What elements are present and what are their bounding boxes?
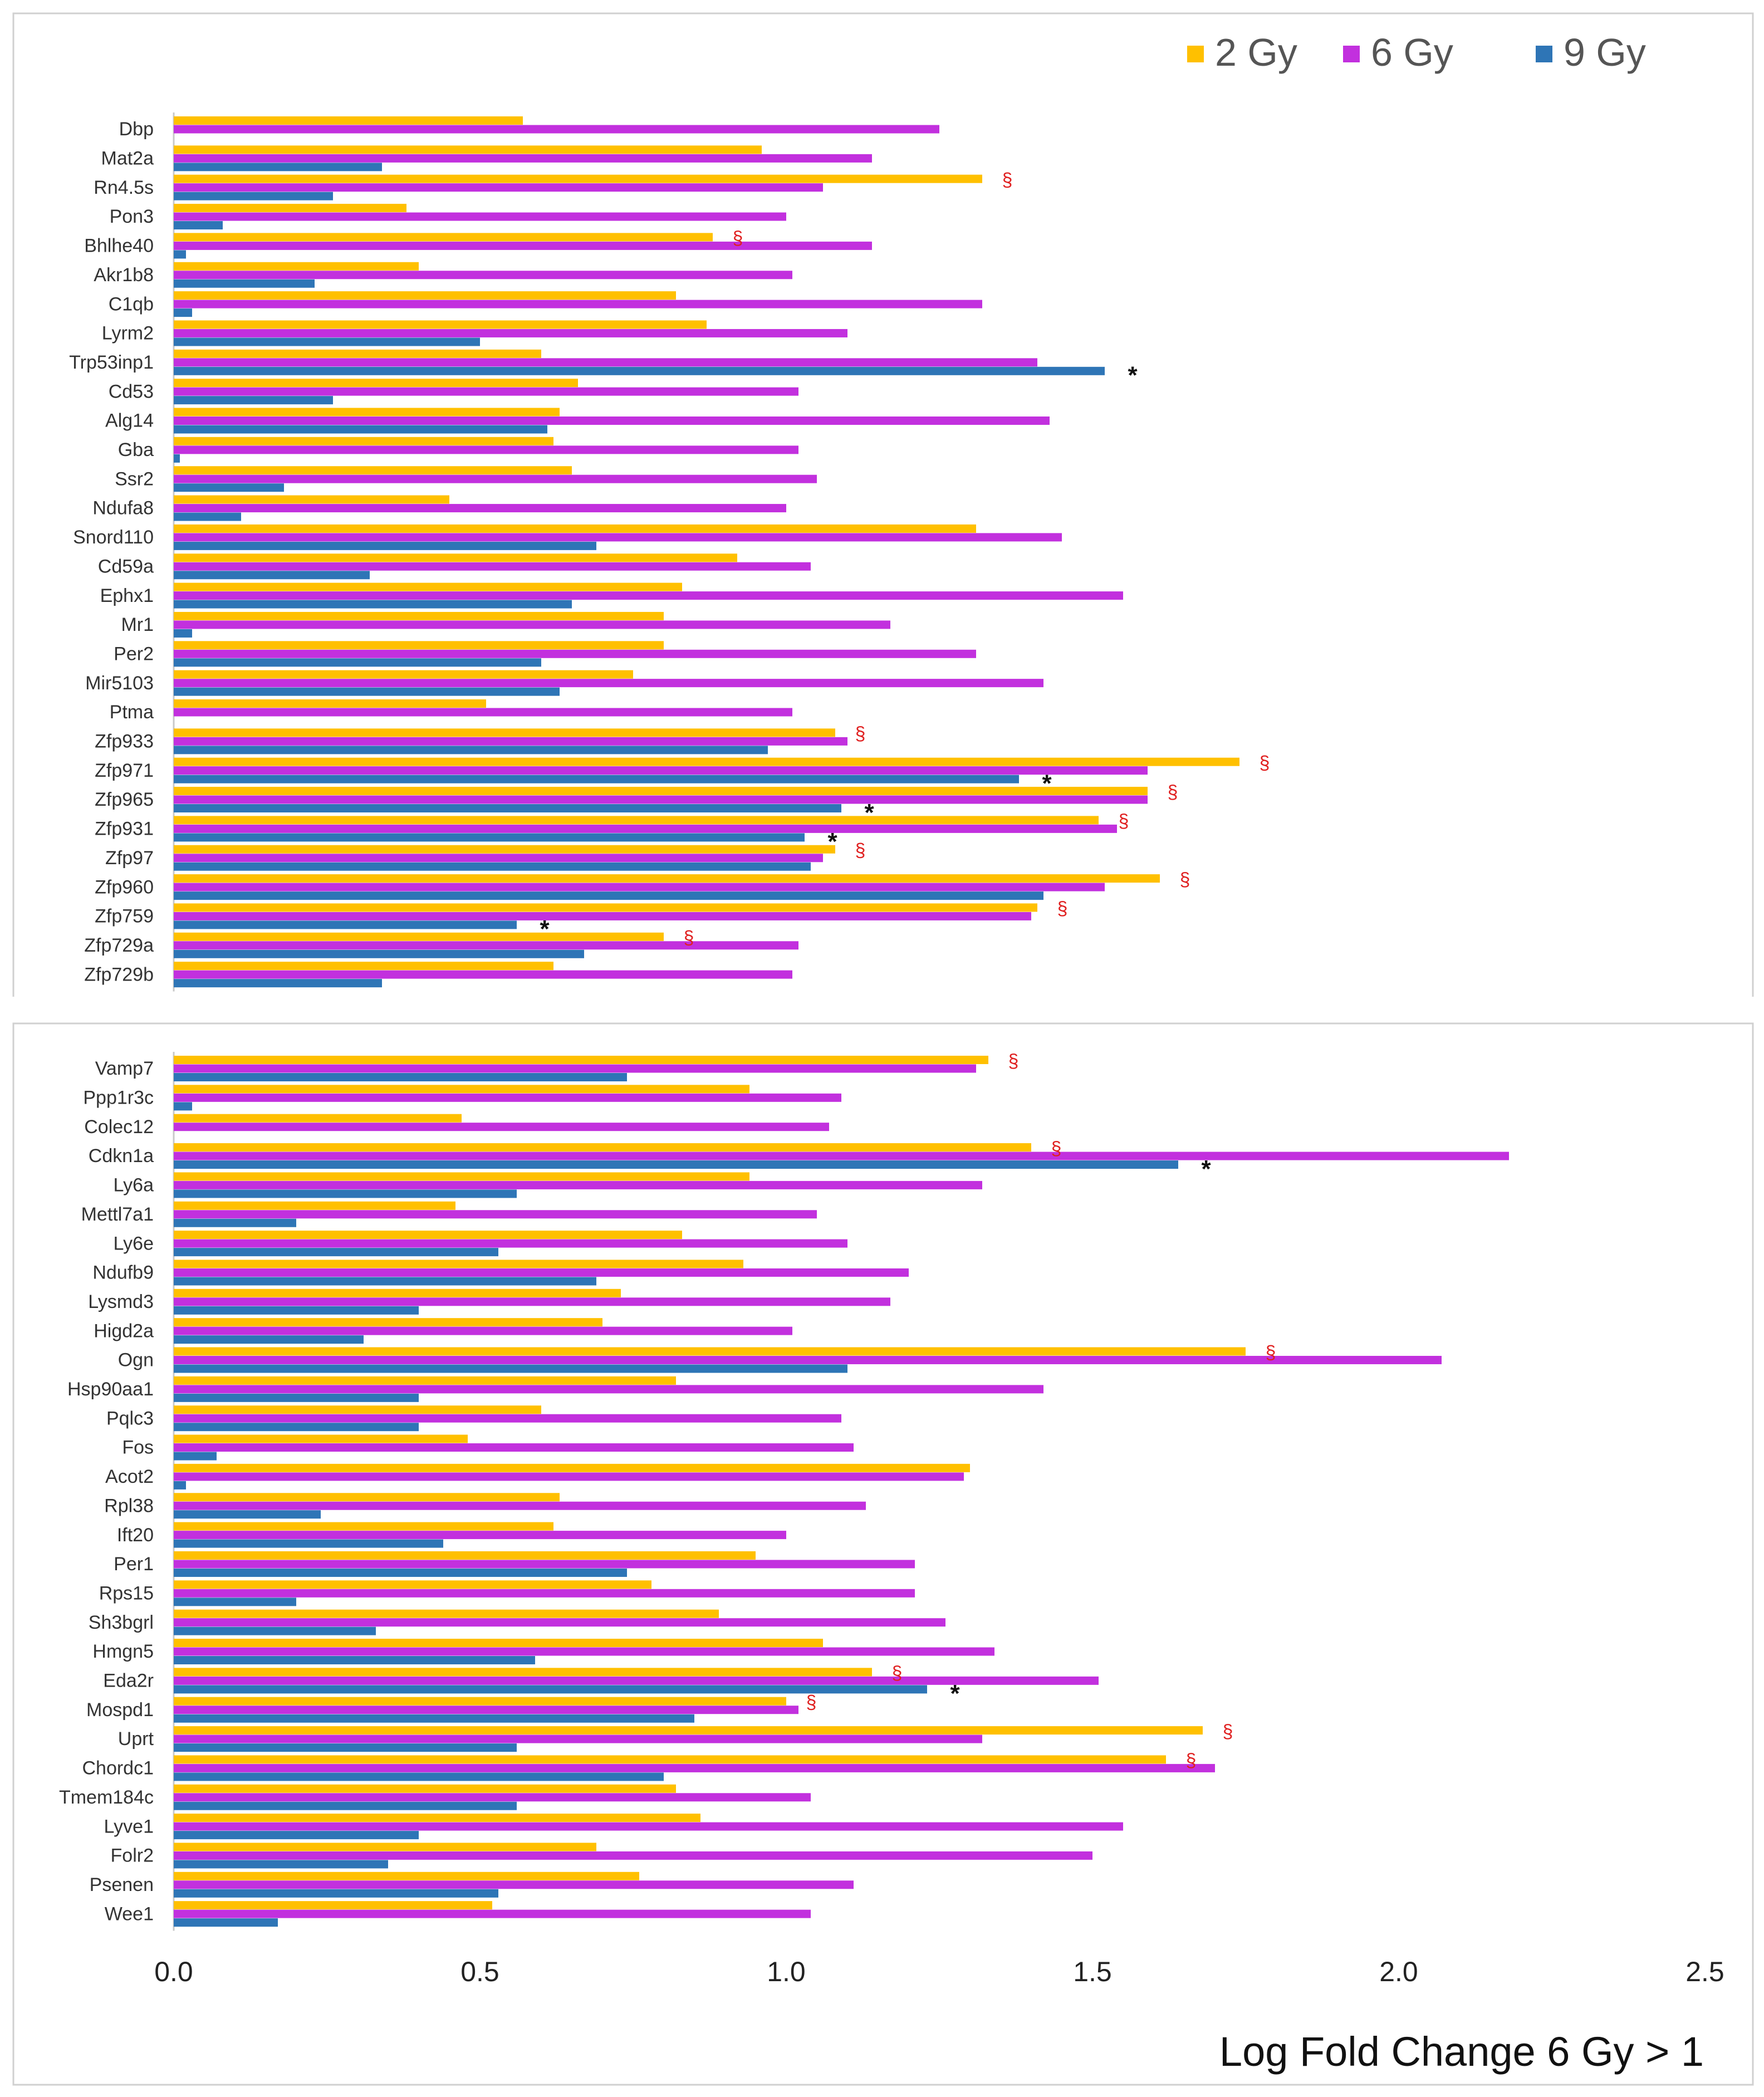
gene-label-mospd1: Mospd1 [86, 1699, 154, 1721]
gene-label-cd59a: Cd59a [97, 556, 154, 577]
bar-gy9-wee1 [174, 1918, 278, 1927]
gene-label-ptma: Ptma [109, 702, 154, 723]
significance-star-zfp931: * [827, 828, 837, 856]
gene-label-mat2a: Mat2a [101, 148, 154, 169]
bar-gy2-zfp960 [174, 874, 1160, 883]
bar-gy9-higd2a [174, 1335, 364, 1344]
gene-label-bhlhe40: Bhlhe40 [84, 235, 154, 257]
significance-section-bhlhe40: § [732, 228, 743, 249]
bar-gy6-ly6e [174, 1239, 847, 1248]
legend-label-9gy: 9 Gy [1564, 31, 1646, 74]
gene-label-psenen: Psenen [89, 1874, 154, 1895]
gene-label-hsp90aa1: Hsp90aa1 [67, 1379, 154, 1400]
gene-label-snord110: Snord110 [73, 527, 154, 548]
bar-gy2-sh3bgrl [174, 1610, 719, 1618]
bar-gy2-trp53inp1 [174, 350, 541, 358]
bar-gy9-cdkn1a [174, 1160, 1178, 1169]
bar-gy9-ift20 [174, 1540, 443, 1548]
gene-label-dbp: Dbp [119, 119, 154, 140]
bar-gy9-c1qb [174, 308, 192, 317]
bar-gy6-vamp7 [174, 1065, 976, 1073]
bar-gy9-hsp90aa1 [174, 1394, 419, 1402]
gene-label-zfp931: Zfp931 [95, 818, 154, 840]
significance-section-vamp7: § [1008, 1050, 1019, 1072]
bar-gy2-zfp933 [174, 728, 835, 737]
bar-gy9-uprt [174, 1743, 517, 1752]
gene-label-alg14: Alg14 [105, 410, 154, 432]
bar-gy9-zfp960 [174, 891, 1043, 900]
bar-gy6-dbp [174, 125, 939, 134]
bar-gy9-zfp931 [174, 833, 805, 841]
x-tick-label: 0.5 [460, 1956, 499, 1987]
bar-gy9-fos [174, 1452, 217, 1461]
bar-gy6-acot2 [174, 1472, 964, 1481]
bar-gy2-ephx1 [174, 583, 682, 591]
bar-gy6-snord110 [174, 533, 1062, 541]
bar-gy2-acot2 [174, 1464, 970, 1472]
significance-star-eda2r: * [950, 1680, 960, 1708]
bar-gy6-pqlc3 [174, 1414, 841, 1423]
bar-gy6-zfp933 [174, 737, 847, 746]
bar-gy9-zfp97 [174, 863, 811, 871]
gene-label-zfp97: Zfp97 [105, 847, 154, 869]
gene-label-ndufa8: Ndufa8 [92, 497, 154, 519]
bar-gy9-chordc1 [174, 1772, 664, 1781]
bar-gy6-zfp965 [174, 796, 1148, 804]
bar-gy2-zfp729a [174, 933, 664, 941]
bar-gy6-alg14 [174, 417, 1050, 425]
bar-gy6-zfp729a [174, 941, 798, 949]
bar-gy2-wee1 [174, 1901, 492, 1909]
bar-gy6-mr1 [174, 620, 890, 629]
bar-gy9-ephx1 [174, 600, 572, 609]
bar-gy9-lyve1 [174, 1831, 419, 1839]
bar-gy2-eda2r [174, 1668, 872, 1676]
bar-gy9-ndufa8 [174, 513, 241, 521]
gene-label-uprt: Uprt [117, 1728, 154, 1750]
bar-gy2-chordc1 [174, 1755, 1166, 1763]
bar-gy6-ogn [174, 1356, 1442, 1364]
bar-gy2-rn4-5s [174, 175, 982, 183]
bar-gy2-colec12 [174, 1114, 462, 1123]
bar-gy2-rpl38 [174, 1493, 560, 1501]
bar-gy2-pon3 [174, 204, 406, 212]
bar-gy9-ly6e [174, 1248, 498, 1256]
bar-gy9-snord110 [174, 542, 596, 550]
gene-label-higd2a: Higd2a [94, 1320, 154, 1342]
bar-gy9-hmgn5 [174, 1656, 535, 1664]
significance-star-zfp759: * [540, 915, 550, 943]
significance-section-zfp933: § [855, 723, 866, 745]
bar-gy9-mospd1 [174, 1714, 694, 1723]
bar-gy2-zfp729b [174, 962, 553, 970]
bar-gy2-lysmd3 [174, 1289, 621, 1297]
bar-gy2-folr2 [174, 1843, 596, 1851]
gene-label-zfp965: Zfp965 [95, 789, 154, 811]
bar-gy9-folr2 [174, 1860, 388, 1868]
gene-label-zfp759: Zfp759 [95, 905, 154, 927]
significance-star-zfp971: * [1042, 770, 1052, 797]
bar-gy9-zfp971 [174, 775, 1019, 783]
gene-label-fos: Fos [122, 1437, 154, 1458]
bar-gy2-fos [174, 1435, 468, 1443]
x-tick-label: 1.5 [1073, 1956, 1112, 1987]
bar-gy9-per2 [174, 658, 541, 667]
legend-label-6gy: 6 Gy [1371, 31, 1453, 74]
gene-label-akr1b8: Akr1b8 [94, 264, 154, 286]
bar-gy2-ogn [174, 1348, 1246, 1356]
bar-gy6-zfp971 [174, 766, 1148, 775]
significance-section-zfp759: § [1057, 898, 1068, 920]
gene-label-lyve1: Lyve1 [104, 1816, 154, 1838]
bar-gy6-fos [174, 1443, 854, 1452]
bar-gy9-ssr2 [174, 483, 284, 492]
bar-gy2-dbp [174, 116, 523, 125]
bar-gy6-c1qb [174, 300, 982, 308]
gene-label-lyrm2: Lyrm2 [101, 322, 154, 344]
x-tick-label: 2.5 [1685, 1956, 1724, 1987]
bar-gy6-per1 [174, 1560, 915, 1568]
bar-gy6-wee1 [174, 1910, 811, 1918]
bar-gy6-lysmd3 [174, 1297, 890, 1306]
gene-label-mettl7a1: Mettl7a1 [81, 1203, 154, 1225]
significance-section-rn4-5s: § [1002, 169, 1013, 191]
bar-gy9-ly6a [174, 1189, 517, 1198]
bar-gy2-pqlc3 [174, 1405, 541, 1414]
bar-gy9-lyrm2 [174, 337, 480, 346]
significance-star-cdkn1a: * [1201, 1155, 1211, 1183]
bar-gy2-zfp759 [174, 903, 1037, 912]
gene-label-colec12: Colec12 [84, 1116, 154, 1138]
bar-gy2-rps15 [174, 1580, 651, 1589]
bar-gy9-zfp965 [174, 804, 841, 812]
legend-swatch-9gy [1536, 46, 1552, 62]
bar-gy9-vamp7 [174, 1073, 627, 1081]
bar-gy2-zfp971 [174, 758, 1239, 766]
gene-label-trp53inp1: Trp53inp1 [69, 351, 154, 373]
bar-gy9-per1 [174, 1569, 627, 1577]
gene-label-tmem184c: Tmem184c [58, 1786, 154, 1808]
bar-gy9-rn4-5s [174, 192, 333, 200]
bar-gy6-zfp931 [174, 825, 1117, 833]
bar-gy9-acot2 [174, 1481, 186, 1490]
bar-gy2-akr1b8 [174, 262, 419, 271]
bar-gy6-ssr2 [174, 475, 817, 483]
bar-gy2-per2 [174, 641, 664, 649]
legend-swatch-2gy [1187, 46, 1204, 62]
bar-gy2-cd53 [174, 379, 578, 387]
bar-gy6-zfp729b [174, 971, 792, 979]
gene-label-ly6a: Ly6a [113, 1174, 154, 1196]
bar-gy2-ly6a [174, 1172, 749, 1180]
bar-gy9-mettl7a1 [174, 1219, 296, 1227]
bar-gy6-zfp960 [174, 883, 1105, 891]
bar-gy6-ppp1r3c [174, 1094, 841, 1102]
bar-gy2-mr1 [174, 612, 664, 620]
bar-gy2-hmgn5 [174, 1639, 823, 1647]
bar-gy6-mospd1 [174, 1706, 798, 1714]
bar-gy9-ppp1r3c [174, 1102, 192, 1110]
bar-gy9-zfp729a [174, 950, 584, 958]
bar-gy9-zfp729b [174, 979, 382, 987]
bar-gy9-cd53 [174, 396, 333, 404]
bar-gy9-lysmd3 [174, 1306, 419, 1315]
bar-gy6-psenen [174, 1880, 854, 1889]
significance-section-zfp971: § [1259, 752, 1270, 774]
bar-gy2-lyve1 [174, 1814, 700, 1822]
bar-gy2-ly6e [174, 1231, 682, 1239]
significance-star-trp53inp1: * [1128, 361, 1138, 389]
bar-gy9-tmem184c [174, 1802, 517, 1810]
bar-gy6-rn4-5s [174, 183, 823, 192]
gene-label-folr2: Folr2 [110, 1845, 154, 1866]
bar-gy9-pqlc3 [174, 1423, 419, 1431]
x-tick-label: 0.0 [154, 1956, 193, 1987]
gene-label-pon3: Pon3 [109, 206, 154, 228]
significance-section-zfp729a: § [683, 927, 694, 949]
bar-gy9-ndufb9 [174, 1277, 596, 1285]
bar-gy2-psenen [174, 1872, 639, 1880]
bar-gy6-mir5103 [174, 679, 1043, 687]
gene-label-ephx1: Ephx1 [100, 585, 154, 606]
gene-label-pqlc3: Pqlc3 [106, 1408, 154, 1429]
gene-label-c1qb: C1qb [108, 293, 154, 315]
significance-section-mospd1: § [806, 1692, 817, 1713]
gene-label-zfp971: Zfp971 [95, 760, 154, 781]
bar-gy6-trp53inp1 [174, 358, 1037, 366]
gene-label-zfp729b: Zfp729b [84, 964, 154, 986]
gene-label-cdkn1a: Cdkn1a [88, 1145, 154, 1167]
bar-gy2-cd59a [174, 553, 737, 562]
bar-gy2-ppp1r3c [174, 1085, 749, 1093]
gene-label-wee1: Wee1 [104, 1903, 154, 1925]
bar-gy9-zfp759 [174, 920, 517, 929]
bar-gy9-psenen [174, 1889, 498, 1898]
bar-gy9-trp53inp1 [174, 367, 1105, 375]
significance-section-zfp97: § [855, 840, 866, 861]
bar-gy2-lyrm2 [174, 320, 707, 329]
bar-gy9-alg14 [174, 425, 547, 434]
significance-section-cdkn1a: § [1051, 1138, 1062, 1159]
significance-star-zfp965: * [864, 798, 874, 826]
bar-gy9-ogn [174, 1365, 847, 1373]
gene-label-zfp729a: Zfp729a [84, 934, 154, 956]
bar-gy6-cd53 [174, 388, 798, 396]
bar-gy6-ndufb9 [174, 1268, 909, 1277]
bar-gy2-mettl7a1 [174, 1202, 455, 1210]
bar-gy6-bhlhe40 [174, 242, 872, 250]
bar-gy6-ndufa8 [174, 504, 786, 512]
bar-gy6-rps15 [174, 1589, 915, 1598]
gene-label-mir5103: Mir5103 [85, 672, 154, 694]
bar-gy6-cd59a [174, 562, 811, 571]
gene-label-per2: Per2 [114, 643, 154, 665]
legend-swatch-6gy [1343, 46, 1360, 62]
bar-gy6-ift20 [174, 1531, 786, 1539]
gene-label-ly6e: Ly6e [113, 1233, 154, 1255]
gene-label-eda2r: Eda2r [103, 1670, 154, 1692]
gene-label-ssr2: Ssr2 [115, 468, 154, 490]
bar-gy6-eda2r [174, 1677, 1099, 1685]
gene-label-per1: Per1 [114, 1554, 154, 1575]
bar-gy9-mr1 [174, 629, 192, 638]
gene-label-rn4-5s: Rn4.5s [94, 177, 154, 198]
bar-gy6-ly6a [174, 1181, 982, 1189]
gene-label-rps15: Rps15 [99, 1582, 154, 1604]
bar-gy2-snord110 [174, 525, 976, 533]
bar-gy6-ephx1 [174, 591, 1123, 600]
bar-gy2-zfp931 [174, 816, 1099, 824]
bar-gy6-sh3bgrl [174, 1618, 945, 1626]
bar-gy2-hsp90aa1 [174, 1376, 676, 1385]
bar-gy9-rps15 [174, 1598, 296, 1606]
bar-gy2-gba [174, 437, 553, 445]
bar-gy2-mat2a [174, 145, 762, 154]
gene-label-mr1: Mr1 [121, 614, 154, 636]
bar-gy6-higd2a [174, 1327, 792, 1335]
bar-gy2-cdkn1a [174, 1143, 1031, 1152]
gene-label-gba: Gba [117, 439, 154, 461]
bar-gy9-bhlhe40 [174, 250, 186, 258]
gene-label-chordc1: Chordc1 [82, 1757, 154, 1779]
bar-gy2-ssr2 [174, 466, 572, 474]
significance-section-uprt: § [1222, 1721, 1233, 1742]
gene-label-zfp960: Zfp960 [95, 876, 154, 898]
significance-section-chordc1: § [1185, 1750, 1197, 1772]
bar-gy6-chordc1 [174, 1764, 1215, 1772]
significance-section-ogn: § [1265, 1342, 1276, 1364]
bar-gy2-c1qb [174, 291, 676, 300]
bar-gy6-colec12 [174, 1123, 829, 1131]
bar-gy9-rpl38 [174, 1510, 321, 1518]
bar-gy2-alg14 [174, 408, 560, 417]
bar-gy6-zfp759 [174, 912, 1031, 920]
bar-gy6-mat2a [174, 154, 872, 163]
bar-gy6-pon3 [174, 213, 786, 221]
gene-label-ogn: Ogn [117, 1349, 154, 1371]
bar-gy9-akr1b8 [174, 280, 315, 288]
gene-label-sh3bgrl: Sh3bgrl [88, 1611, 154, 1633]
bar-gy9-zfp933 [174, 746, 768, 754]
x-tick-label: 1.0 [767, 1956, 806, 1987]
bar-gy6-gba [174, 445, 798, 454]
gene-label-hmgn5: Hmgn5 [92, 1641, 154, 1663]
bar-gy2-vamp7 [174, 1056, 988, 1064]
bar-gy6-hmgn5 [174, 1648, 994, 1656]
gene-label-rpl38: Rpl38 [104, 1495, 154, 1517]
bar-gy6-zfp97 [174, 854, 823, 862]
x-axis-label: Log Fold Change 6 Gy > 1 [1219, 2029, 1704, 2075]
gene-label-ppp1r3c: Ppp1r3c [83, 1087, 154, 1109]
significance-section-zfp965: § [1167, 781, 1178, 803]
bar-gy2-ndufb9 [174, 1260, 743, 1268]
legend-label-2gy: 2 Gy [1215, 31, 1297, 74]
bar-gy9-sh3bgrl [174, 1627, 376, 1635]
gene-label-zfp933: Zfp933 [95, 731, 154, 752]
gene-label-ndufb9: Ndufb9 [92, 1262, 154, 1283]
bar-gy9-gba [174, 454, 180, 463]
bar-gy6-cdkn1a [174, 1152, 1509, 1160]
bar-gy6-lyrm2 [174, 329, 847, 337]
bar-gy2-tmem184c [174, 1785, 676, 1793]
bar-gy6-rpl38 [174, 1502, 866, 1510]
bar-gy9-mat2a [174, 163, 382, 171]
gene-label-acot2: Acot2 [105, 1466, 154, 1488]
bar-gy2-mir5103 [174, 670, 633, 679]
significance-section-eda2r: § [891, 1663, 903, 1684]
bar-gy2-per1 [174, 1551, 756, 1560]
bar-gy6-akr1b8 [174, 271, 792, 279]
significance-section-zfp960: § [1179, 869, 1190, 890]
significance-section-zfp931: § [1118, 811, 1129, 832]
bar-gy2-mospd1 [174, 1697, 786, 1706]
bar-gy6-mettl7a1 [174, 1210, 817, 1218]
bar-gy2-ptma [174, 699, 486, 708]
bar-gy6-folr2 [174, 1851, 1092, 1860]
gene-label-ift20: Ift20 [116, 1524, 154, 1546]
bar-gy2-zfp965 [174, 787, 1148, 795]
legend [1187, 31, 1646, 74]
bar-gy2-ndufa8 [174, 496, 449, 504]
bar-gy9-pon3 [174, 221, 223, 229]
bar-gy6-ptma [174, 708, 792, 717]
bar-gy6-per2 [174, 650, 976, 658]
gene-label-cd53: Cd53 [108, 381, 154, 403]
bar-gy2-higd2a [174, 1318, 602, 1326]
gene-label-lysmd3: Lysmd3 [88, 1291, 154, 1312]
bar-gy6-hsp90aa1 [174, 1385, 1043, 1393]
bar-gy2-uprt [174, 1726, 1203, 1735]
bar-gy6-tmem184c [174, 1793, 811, 1801]
bar-gy9-mir5103 [174, 688, 560, 696]
gene-label-vamp7: Vamp7 [95, 1058, 154, 1080]
bar-gy2-zfp97 [174, 845, 835, 854]
bar-gy6-lyve1 [174, 1822, 1123, 1831]
x-tick-label: 2.0 [1379, 1956, 1418, 1987]
bar-gy2-ift20 [174, 1522, 553, 1531]
bar-gy6-uprt [174, 1735, 982, 1743]
bar-gy9-cd59a [174, 571, 370, 579]
bar-gy2-bhlhe40 [174, 233, 713, 241]
